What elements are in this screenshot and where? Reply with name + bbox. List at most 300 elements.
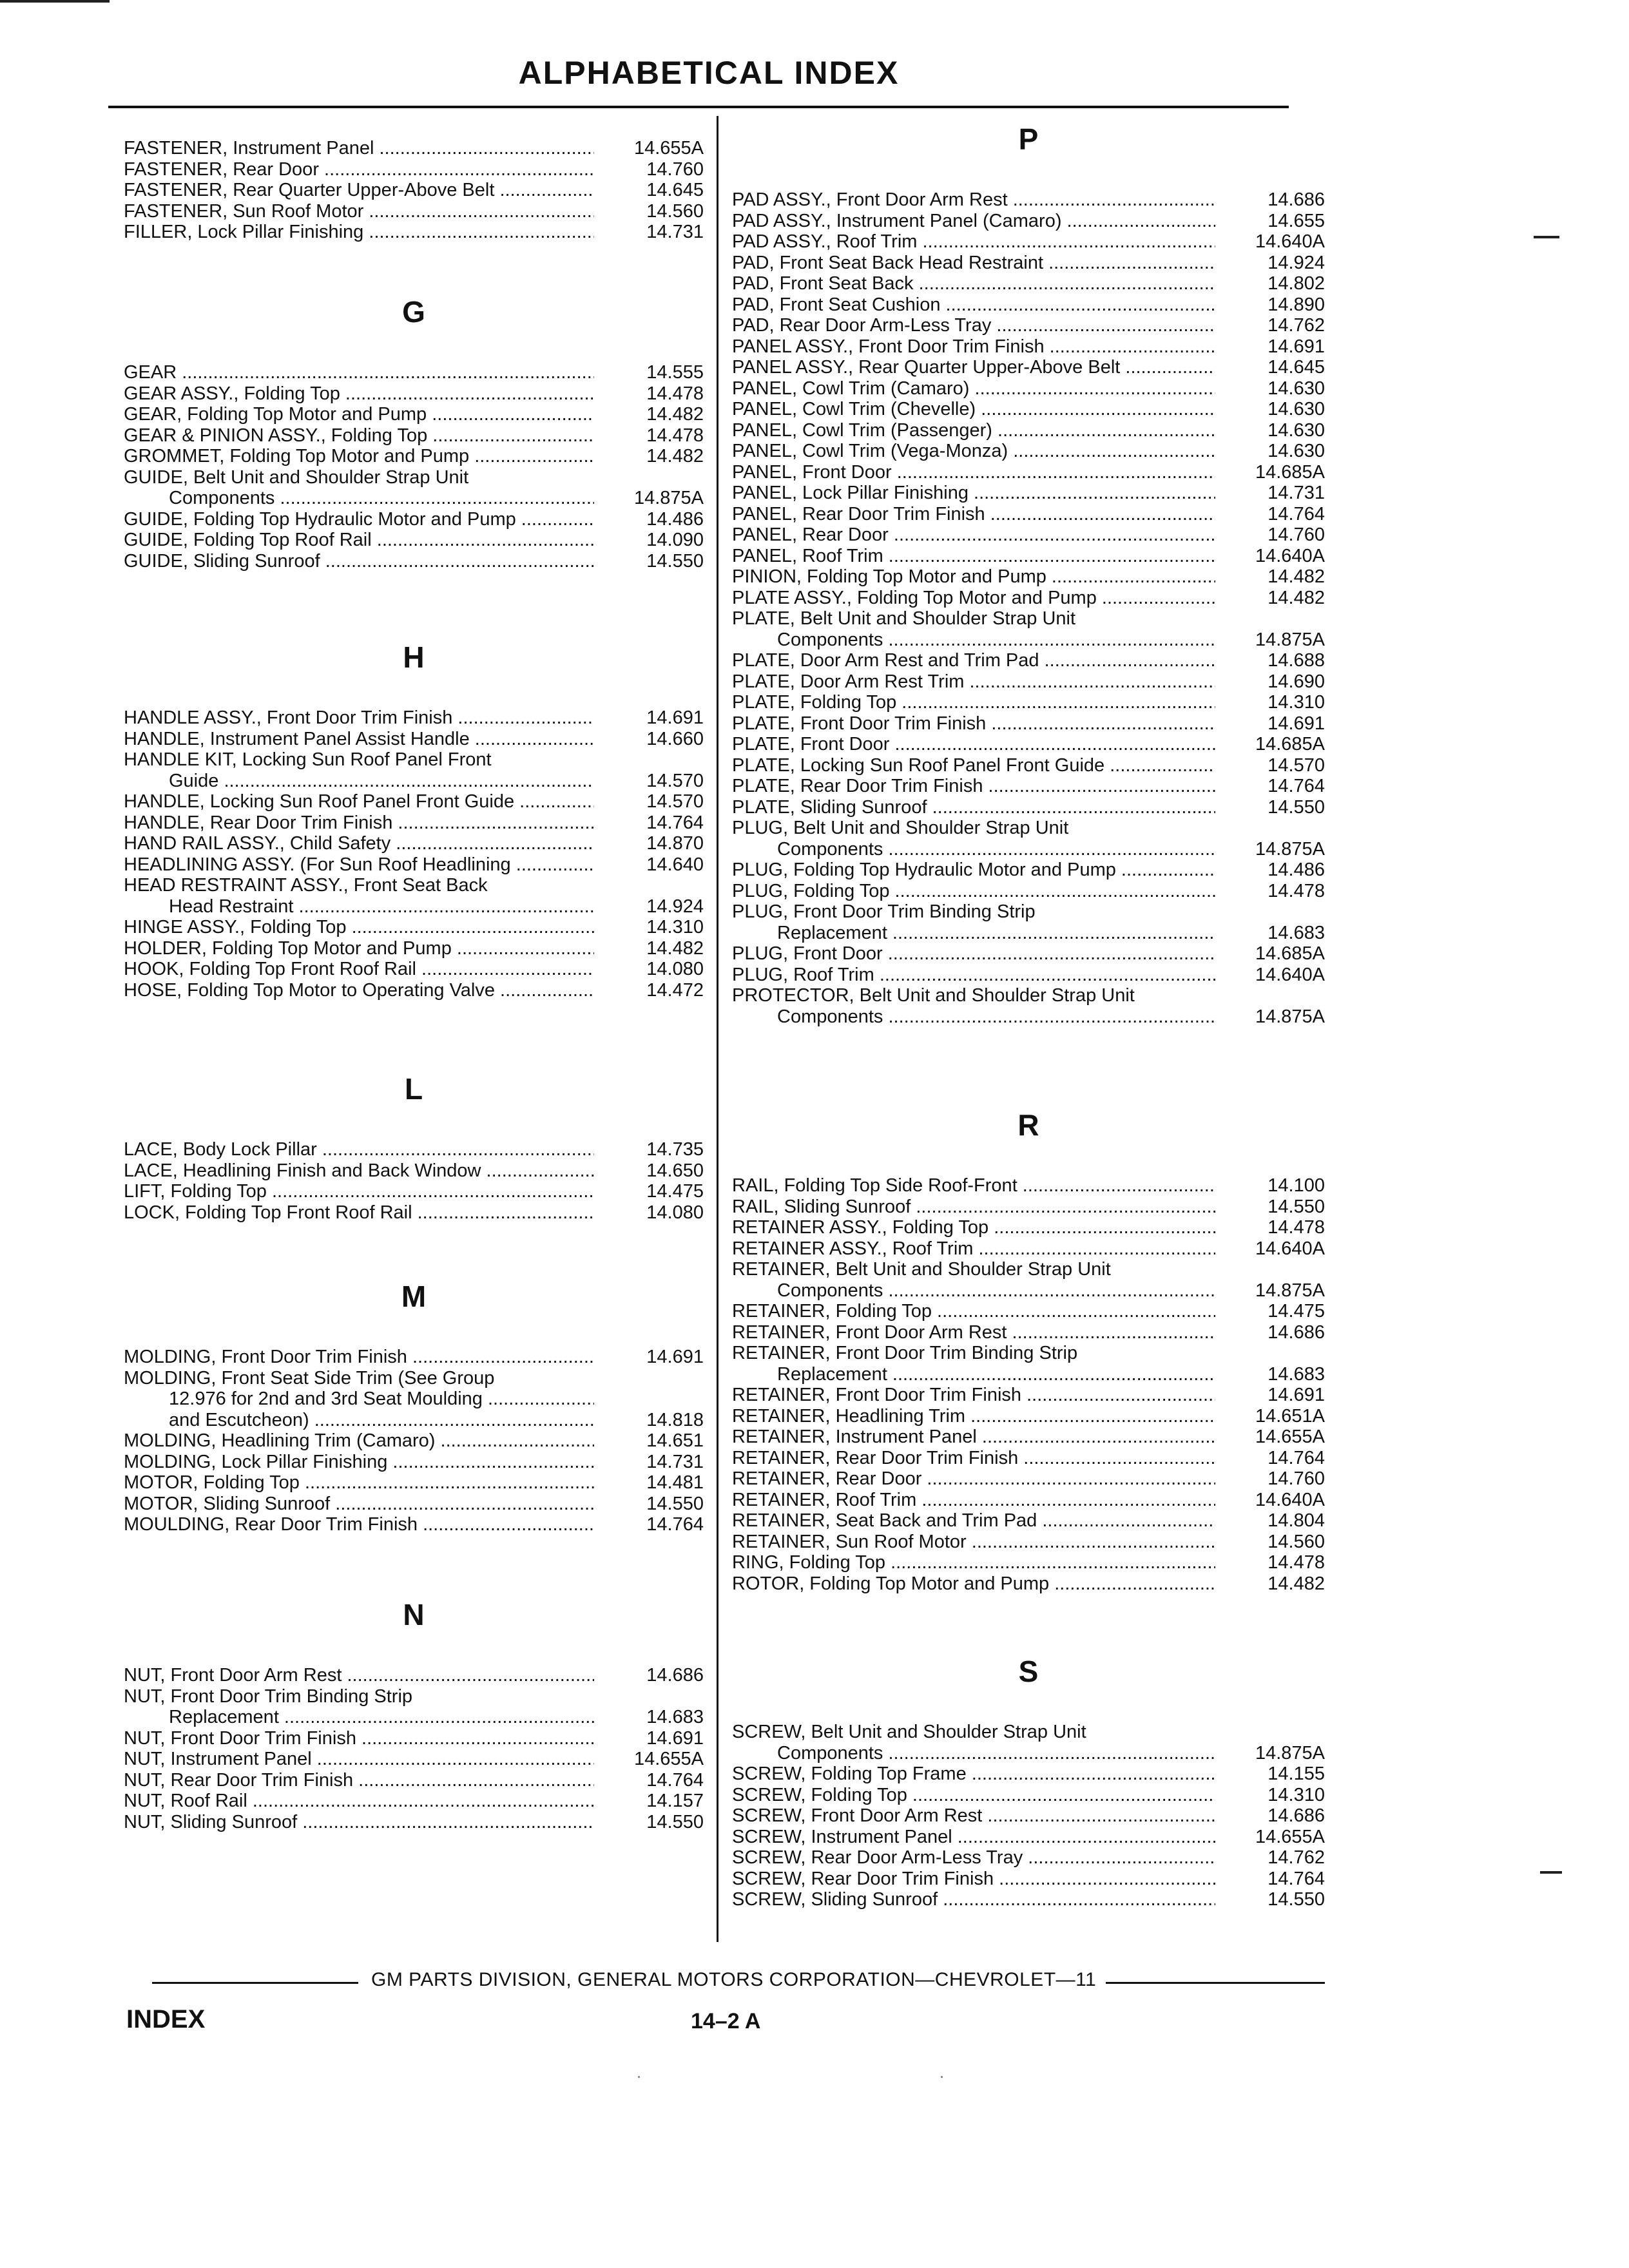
entry-term: SCREW, Rear Door Arm-Less Tray ..... — [732, 1847, 1215, 1869]
entry-term: GROMMET, Folding Top Motor and Pump ..... — [124, 446, 594, 467]
entry-section-number: 14.640A — [1255, 1489, 1325, 1510]
entry-section-number: 14.875A — [1255, 838, 1325, 860]
index-entry — [124, 854, 704, 876]
entry-section-number: 14.478 — [1268, 880, 1325, 901]
entry-term: PANEL, Cowl Trim (Vega-Monza) ..... — [732, 441, 1215, 462]
entry-section-number: 14.875A — [1255, 1742, 1325, 1763]
entry-term: SCREW, Folding Top ..... — [732, 1785, 1215, 1806]
entry-section-number: 14.482 — [1268, 566, 1325, 587]
entry-term: PANEL ASSY., Rear Quarter Upper-Above Belt ..... — [732, 357, 1215, 378]
entry-section-number: 14.550 — [646, 1811, 704, 1832]
index-entry — [732, 1532, 1325, 1553]
entry-term: HOLDER, Folding Top Motor and Pump ..... — [124, 938, 594, 959]
entry-section-number: 14.570 — [646, 791, 704, 812]
entry-term: MOULDING, Rear Door Trim Finish ..... — [124, 1514, 594, 1535]
index-entry — [732, 1217, 1325, 1238]
entry-term: RETAINER, Front Door Arm Rest ..... — [732, 1322, 1215, 1343]
entry-term: MOTOR, Folding Top ..... — [124, 1472, 594, 1494]
entry-term: FASTENER, Sun Roof Motor ..... — [124, 201, 594, 222]
index-entry — [124, 180, 704, 201]
index-entry — [124, 509, 704, 530]
index-entry — [732, 504, 1325, 525]
entry-term: RETAINER, Headlining Trim ..... — [732, 1406, 1215, 1427]
entry-term: HINGE ASSY., Folding Top ..... — [124, 917, 594, 938]
entry-section-number: 14.731 — [1268, 483, 1325, 503]
page-title: ALPHABETICAL INDEX — [518, 55, 900, 91]
index-entry — [732, 231, 1325, 253]
entry-section-number: 14.890 — [1268, 294, 1325, 315]
entry-section-number: 14.651A — [1255, 1405, 1325, 1427]
entry-section-number: 14.482 — [1268, 587, 1325, 608]
index-entry — [124, 551, 704, 572]
entry-term: PLATE, Front Door Trim Finish ..... — [732, 713, 1215, 735]
entry-term: PLUG, Front Door ..... — [732, 943, 1215, 965]
entry-term: NUT, Front Door Arm Rest ..... — [124, 1665, 594, 1686]
entry-term: RETAINER, Rear Door ..... — [732, 1468, 1215, 1490]
entry-term-continuation: and Escutcheon) ..... — [124, 1410, 594, 1431]
entry-term: HEAD RESTRAINT ASSY., Front Seat Back Head Restraint ..... — [124, 875, 594, 917]
index-entry — [732, 943, 1325, 965]
entry-term: RING, Folding Top ..... — [732, 1552, 1215, 1573]
entry-term: RETAINER, Front Door Trim Binding Strip Replacement ..... — [732, 1343, 1215, 1385]
entry-term: FILLER, Lock Pillar Finishing ..... — [124, 222, 594, 243]
index-entry — [732, 776, 1325, 797]
entry-term: GEAR ..... — [124, 362, 594, 383]
margin-mark — [1534, 236, 1559, 238]
entry-term: SCREW, Instrument Panel ..... — [732, 1827, 1215, 1848]
index-entry — [124, 1749, 704, 1770]
index-entry — [732, 588, 1325, 609]
index-entry — [732, 1573, 1325, 1595]
index-entry — [124, 707, 704, 729]
index-entry — [732, 755, 1325, 776]
entry-section-number: 14.764 — [1268, 503, 1325, 524]
entry-term: LACE, Body Lock Pillar ..... — [124, 1139, 594, 1160]
entry-section-number: 14.472 — [646, 979, 704, 1001]
entry-term: PLATE, Door Arm Rest and Trim Pad ..... — [732, 650, 1215, 671]
entry-term: PLATE, Front Door ..... — [732, 734, 1215, 755]
entry-term: LACE, Headlining Finish and Back Window ..... — [124, 1160, 594, 1182]
index-entry — [124, 938, 704, 959]
index-entry — [732, 546, 1325, 567]
entry-section-number: 14.157 — [646, 1791, 704, 1811]
section-letter: R — [1017, 1108, 1039, 1142]
entry-section-number: 14.655A — [1255, 1826, 1325, 1847]
index-entry — [732, 713, 1325, 735]
index-entry — [732, 420, 1325, 441]
index-entry — [732, 1510, 1325, 1532]
entry-term-continuation: Replacement ..... — [124, 1707, 594, 1728]
index-entry — [732, 1385, 1325, 1406]
entry-section-number: 14.310 — [1268, 1784, 1325, 1805]
entry-section-number: 14.691 — [1268, 713, 1325, 734]
entry-section-number: 14.630 — [1268, 419, 1325, 441]
entry-term: FASTENER, Rear Door ..... — [124, 159, 594, 180]
index-entry — [124, 1472, 704, 1494]
entry-section-number: 14.691 — [646, 707, 704, 728]
entry-term: GUIDE, Sliding Sunroof ..... — [124, 551, 594, 572]
entry-section-number: 14.802 — [1268, 273, 1325, 294]
entry-term: MOLDING, Front Door Trim Finish ..... — [124, 1347, 594, 1368]
entry-section-number: 14.555 — [646, 362, 704, 383]
index-entry — [732, 860, 1325, 881]
entry-term: RETAINER, Folding Top ..... — [732, 1301, 1215, 1322]
entry-section-number: 14.560 — [1268, 1531, 1325, 1552]
index-entry — [732, 253, 1325, 274]
entry-term: PAD, Front Seat Back ..... — [732, 273, 1215, 294]
entry-term: PLATE ASSY., Folding Top Motor and Pump ..... — [732, 588, 1215, 609]
entry-section-number: 14.731 — [646, 222, 704, 242]
entry-term-continuation: Head Restraint ..... — [124, 896, 594, 918]
entry-section-number: 14.478 — [1268, 1552, 1325, 1573]
entry-section-number: 14.691 — [646, 1347, 704, 1367]
index-entry — [124, 404, 704, 425]
index-entry — [732, 524, 1325, 546]
index-entry — [732, 608, 1325, 650]
index-entry — [732, 441, 1325, 462]
index-entry — [732, 1785, 1325, 1806]
index-entry — [124, 446, 704, 467]
entry-term: LIFT, Folding Top ..... — [124, 1181, 594, 1202]
entry-term: PLATE, Belt Unit and Shoulder Strap Unit Components ..... — [732, 608, 1215, 650]
entry-term: PANEL ASSY., Front Door Trim Finish ..... — [732, 336, 1215, 358]
index-entry — [732, 818, 1325, 860]
entry-section-number: 14.764 — [1268, 776, 1325, 796]
entry-term: RETAINER, Belt Unit and Shoulder Strap Unit Components ..... — [732, 1259, 1215, 1301]
index-entry — [732, 1552, 1325, 1573]
index-entry — [124, 425, 704, 447]
index-entry — [124, 467, 704, 509]
index-entry — [732, 1468, 1325, 1490]
entry-term: NUT, Sliding Sunroof ..... — [124, 1812, 594, 1833]
entry-term: PLUG, Belt Unit and Shoulder Strap Unit Components ..... — [732, 818, 1215, 860]
index-entry — [124, 530, 704, 551]
entry-section-number: 14.475 — [1268, 1301, 1325, 1321]
entry-term: MOLDING, Headlining Trim (Camaro) ..... — [124, 1430, 594, 1452]
entry-section-number: 14.875A — [633, 488, 704, 508]
entry-section-number: 14.804 — [1268, 1510, 1325, 1531]
index-entry — [124, 1139, 704, 1160]
entry-section-number: 14.155 — [1268, 1763, 1325, 1784]
index-entry — [124, 1347, 704, 1368]
entry-section-number: 14.818 — [646, 1409, 704, 1430]
entry-section-number: 14.550 — [1268, 1889, 1325, 1910]
entry-term: GEAR ASSY., Folding Top ..... — [124, 383, 594, 405]
index-entry — [732, 1490, 1325, 1511]
entry-section-number: 14.764 — [646, 812, 704, 833]
entry-term: PAD ASSY., Roof Trim ..... — [732, 231, 1215, 253]
entry-section-number: 14.764 — [646, 1769, 704, 1791]
index-entry — [732, 1448, 1325, 1469]
entry-term: SCREW, Belt Unit and Shoulder Strap Unit Components ..... — [732, 1722, 1215, 1763]
entry-section-number: 14.486 — [1268, 860, 1325, 880]
entry-section-number: 14.640 — [646, 854, 704, 875]
entry-term-continuation: Components ..... — [732, 1280, 1215, 1302]
entry-section-number: 14.560 — [646, 200, 704, 222]
entry-section-number: 14.686 — [646, 1665, 704, 1686]
index-entry — [124, 1160, 704, 1182]
index-entry — [732, 1805, 1325, 1827]
entry-section-number: 14.486 — [646, 508, 704, 530]
entry-section-number: 14.080 — [646, 959, 704, 979]
entry-term: NUT, Instrument Panel ..... — [124, 1749, 594, 1770]
index-entry — [124, 1770, 704, 1791]
entry-term: PLUG, Front Door Trim Binding Strip Replacement ..... — [732, 901, 1215, 943]
entry-section-number: 14.630 — [1268, 441, 1325, 461]
footer-page-number: 14–2 A — [691, 2009, 761, 2033]
entry-section-number: 14.570 — [646, 770, 704, 791]
entry-term: SCREW, Rear Door Trim Finish ..... — [732, 1869, 1215, 1890]
footer-division-line: GM PARTS DIVISION, GENERAL MOTORS CORPORATION—CHEVROLET—11 — [371, 1969, 1097, 1990]
entry-term: RETAINER ASSY., Folding Top ..... — [732, 1217, 1215, 1238]
index-entry — [732, 985, 1325, 1027]
entry-term: RETAINER, Rear Door Trim Finish ..... — [732, 1448, 1215, 1469]
index-entry — [732, 1238, 1325, 1260]
entry-term-continuation: Replacement ..... — [732, 923, 1215, 944]
entry-section-number: 14.481 — [646, 1472, 704, 1493]
entry-section-number: 14.550 — [646, 1493, 704, 1514]
entry-term-continuation: Replacement ..... — [732, 1364, 1215, 1385]
index-entry — [124, 1686, 704, 1728]
entry-term: PLUG, Folding Top ..... — [732, 881, 1215, 902]
index-entry — [732, 357, 1325, 378]
entry-term: PLATE, Sliding Sunroof ..... — [732, 797, 1215, 818]
entry-section-number: 14.685A — [1255, 461, 1325, 483]
index-entry — [124, 362, 704, 383]
entry-section-number: 14.640A — [1255, 231, 1325, 252]
entry-term: NUT, Rear Door Trim Finish ..... — [124, 1770, 594, 1791]
entry-term: GUIDE, Folding Top Roof Rail ..... — [124, 530, 594, 551]
index-entry — [732, 336, 1325, 358]
entry-term: NUT, Roof Rail ..... — [124, 1791, 594, 1812]
entry-section-number: 14.875A — [1255, 1006, 1325, 1027]
entry-section-number: 14.688 — [1268, 650, 1325, 671]
entry-section-number: 14.640A — [1255, 545, 1325, 566]
entry-section-number: 14.310 — [646, 917, 704, 937]
index-entry — [732, 1259, 1325, 1301]
index-section — [124, 295, 704, 572]
entry-term: HANDLE ASSY., Front Door Trim Finish ..... — [124, 707, 594, 729]
entry-term: FASTENER, Rear Quarter Upper-Above Belt ..... — [124, 180, 594, 201]
entry-term: PANEL, Rear Door Trim Finish ..... — [732, 504, 1215, 525]
index-entry — [732, 399, 1325, 420]
index-entry — [124, 980, 704, 1001]
entry-term: PLATE, Folding Top ..... — [732, 692, 1215, 713]
entry-section-number: 14.080 — [646, 1202, 704, 1223]
entry-section-number: 14.482 — [646, 446, 704, 466]
entry-section-number: 14.482 — [1268, 1573, 1325, 1594]
index-entry — [732, 1722, 1325, 1763]
entry-section-number: 14.685A — [1255, 943, 1325, 964]
index-section — [124, 1280, 704, 1535]
index-entry — [732, 273, 1325, 294]
entry-section-number: 14.690 — [1268, 671, 1325, 692]
entry-section-number: 14.100 — [1268, 1175, 1325, 1196]
index-entry — [124, 1791, 704, 1812]
index-entry — [124, 1812, 704, 1833]
index-entry — [124, 1430, 704, 1452]
entry-term: SCREW, Sliding Sunroof ..... — [732, 1889, 1215, 1910]
index-entry — [124, 729, 704, 750]
index-entry — [732, 671, 1325, 693]
entry-term: PAD, Front Seat Cushion ..... — [732, 294, 1215, 316]
entry-term: HAND RAIL ASSY., Child Safety ..... — [124, 833, 594, 854]
index-section — [732, 1108, 1325, 1594]
index-entry — [732, 1427, 1325, 1448]
entry-section-number: 14.764 — [1268, 1868, 1325, 1889]
index-entry — [732, 901, 1325, 943]
index-entry — [732, 566, 1325, 588]
entry-term: PROTECTOR, Belt Unit and Shoulder Strap Unit Components ..... — [732, 985, 1215, 1027]
entry-term: PANEL, Lock Pillar Finishing ..... — [732, 483, 1215, 504]
entry-term: PLATE, Door Arm Rest Trim ..... — [732, 671, 1215, 693]
entry-section-number: 14.691 — [1268, 336, 1325, 357]
entry-term-continuation: Guide ..... — [124, 771, 594, 792]
entry-section-number: 14.655 — [1268, 210, 1325, 231]
entry-term: MOLDING, Front Seat Side Trim (See Group 12.976 for 2nd and 3rd Seat Moulding ..... and Escutcheon) ..... — [124, 1368, 594, 1431]
index-section — [124, 640, 704, 1001]
entry-section-number: 14.762 — [1268, 315, 1325, 336]
entry-section-number: 14.762 — [1268, 1847, 1325, 1868]
index-entry — [732, 797, 1325, 818]
entry-section-number: 14.764 — [1268, 1447, 1325, 1468]
entry-section-number: 14.550 — [1268, 796, 1325, 818]
section-letter: M — [401, 1280, 427, 1313]
entry-term: PANEL, Roof Trim ..... — [732, 546, 1215, 567]
entry-term: HOOK, Folding Top Front Roof Rail ..... — [124, 959, 594, 980]
entry-section-number: 14.550 — [646, 550, 704, 572]
entry-term: MOTOR, Sliding Sunroof ..... — [124, 1494, 594, 1515]
index-entry — [124, 138, 704, 159]
index-entry — [732, 462, 1325, 483]
entry-term: RETAINER, Roof Trim ..... — [732, 1490, 1215, 1511]
entry-term: NUT, Front Door Trim Finish ..... — [124, 1728, 594, 1749]
entry-section-number: 14.645 — [646, 180, 704, 200]
entry-term: SCREW, Front Door Arm Rest ..... — [732, 1805, 1215, 1827]
entry-term-continuation: Components ..... — [732, 839, 1215, 860]
entry-section-number: 14.686 — [1268, 189, 1325, 210]
index-entry — [124, 917, 704, 938]
index-entry — [124, 749, 704, 791]
index-entry — [732, 1827, 1325, 1848]
entry-section-number: 14.478 — [646, 383, 704, 404]
entry-term: RETAINER ASSY., Roof Trim ..... — [732, 1238, 1215, 1260]
index-entry — [732, 1889, 1325, 1910]
entry-term: GEAR & PINION ASSY., Folding Top ..... — [124, 425, 594, 447]
entry-term: PANEL, Front Door ..... — [732, 462, 1215, 483]
entry-term: MOLDING, Lock Pillar Finishing ..... — [124, 1452, 594, 1473]
entry-section-number: 14.683 — [1268, 922, 1325, 943]
entry-term: PLUG, Folding Top Hydraulic Motor and Pump ..... — [732, 860, 1215, 881]
entry-term: RAIL, Sliding Sunroof ..... — [732, 1196, 1215, 1218]
scan-speck — [638, 2076, 640, 2078]
index-entry — [124, 222, 704, 243]
section-letter: S — [1018, 1655, 1039, 1688]
entry-section-number: 14.310 — [1268, 692, 1325, 713]
index-entry — [124, 1202, 704, 1224]
index-entry — [732, 1301, 1325, 1322]
entry-section-number: 14.660 — [646, 728, 704, 749]
column-divider — [717, 116, 718, 1942]
entry-section-number: 14.650 — [646, 1160, 704, 1181]
entry-section-number: 14.764 — [646, 1514, 704, 1535]
entry-term: RETAINER, Seat Back and Trim Pad ..... — [732, 1510, 1215, 1532]
index-entry — [732, 378, 1325, 399]
index-entry — [124, 833, 704, 854]
entry-section-number: 14.630 — [1268, 378, 1325, 399]
entry-section-number: 14.760 — [646, 159, 704, 180]
index-entry — [124, 791, 704, 812]
index-entry — [732, 1175, 1325, 1196]
index-entry — [732, 1847, 1325, 1869]
entry-section-number: 14.686 — [1268, 1321, 1325, 1343]
index-entry — [124, 1494, 704, 1515]
entry-section-number: 14.691 — [1268, 1385, 1325, 1405]
entry-term-continuation: Components ..... — [124, 488, 594, 509]
entry-term: HANDLE, Rear Door Trim Finish ..... — [124, 812, 594, 834]
entry-section-number: 14.651 — [646, 1430, 704, 1451]
entry-section-number: 14.686 — [1268, 1805, 1325, 1826]
entry-section-number: 14.640A — [1255, 964, 1325, 985]
entry-term: HOSE, Folding Top Motor to Operating Valve ..... — [124, 980, 594, 1001]
index-entry — [124, 1728, 704, 1749]
index-section — [732, 122, 1325, 1027]
entry-section-number: 14.760 — [1268, 1468, 1325, 1489]
entry-section-number: 14.630 — [1268, 399, 1325, 419]
entry-section-number: 14.924 — [646, 896, 704, 917]
entry-section-number: 14.683 — [1268, 1363, 1325, 1385]
entry-section-number: 14.482 — [646, 404, 704, 425]
index-entry — [124, 1368, 704, 1431]
entry-term: RAIL, Folding Top Side Roof-Front ..... — [732, 1175, 1215, 1196]
index-entry — [732, 315, 1325, 336]
index-entry — [124, 1452, 704, 1473]
entry-section-number: 14.482 — [646, 937, 704, 959]
entry-term-continuation: 12.976 for 2nd and 3rd Seat Moulding ..... — [124, 1389, 594, 1410]
index-entry — [732, 650, 1325, 671]
entry-term: PAD ASSY., Front Door Arm Rest ..... — [732, 189, 1215, 211]
entry-term: PANEL, Cowl Trim (Chevelle) ..... — [732, 399, 1215, 420]
index-entry — [124, 1514, 704, 1535]
index-entry — [732, 1869, 1325, 1890]
entry-term: LOCK, Folding Top Front Roof Rail ..... — [124, 1202, 594, 1224]
footer-section-label: INDEX — [126, 2005, 206, 2033]
entry-section-number: 14.478 — [1268, 1217, 1325, 1238]
entry-section-number: 14.550 — [1268, 1196, 1325, 1217]
entry-term: PLUG, Roof Trim ..... — [732, 965, 1215, 986]
margin-mark — [1540, 1871, 1562, 1874]
entry-section-number: 14.478 — [646, 425, 704, 446]
index-section — [124, 1072, 704, 1223]
scan-speck — [941, 2076, 943, 2078]
entry-section-number: 14.731 — [646, 1451, 704, 1472]
section-letter: L — [404, 1072, 423, 1106]
index-entry — [124, 1665, 704, 1686]
index-entry — [124, 812, 704, 834]
entry-term-continuation: Components ..... — [732, 629, 1215, 651]
entry-term: PAD, Rear Door Arm-Less Tray ..... — [732, 315, 1215, 336]
index-entry — [732, 881, 1325, 902]
entry-term: PANEL, Cowl Trim (Passenger) ..... — [732, 420, 1215, 441]
entry-section-number: 14.691 — [646, 1727, 704, 1749]
entry-term: RETAINER, Sun Roof Motor ..... — [732, 1532, 1215, 1553]
index-entry — [732, 294, 1325, 316]
index-entry — [732, 965, 1325, 986]
index-entry — [124, 875, 704, 917]
entry-section-number: 14.760 — [1268, 524, 1325, 545]
section-letter: N — [403, 1598, 425, 1631]
entry-section-number: 14.640A — [1255, 1238, 1325, 1259]
